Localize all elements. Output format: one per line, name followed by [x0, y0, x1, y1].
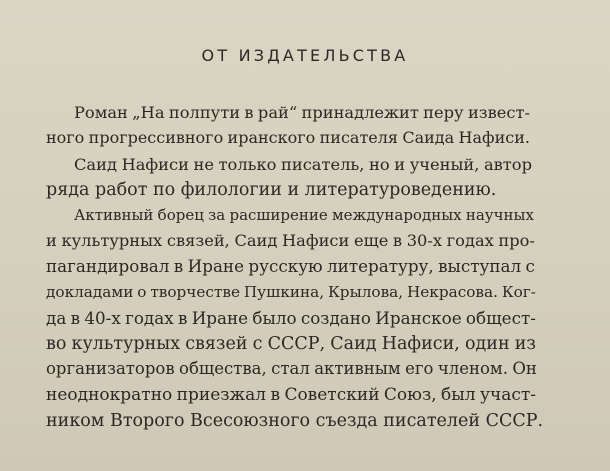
text-line-13: ником Второго Всесоюзного съезда писателей СССР.: [46, 411, 544, 431]
text-line-10: во культурных связей с СССР, Саид Нафиси, один из: [46, 334, 536, 354]
text-line-11: организаторов общества, стал активным его членом. Он: [46, 359, 537, 378]
page-title: ОТ ИЗДАТЕЛЬСТВА: [201, 46, 409, 65]
text-line-4: ряда работ по филологии и литературоведению.: [46, 180, 497, 200]
text-line-2: ного прогрессивного иранского писателя Саида Нафиси.: [46, 128, 530, 147]
text-line-1: Роман „На полпути в рай“ принадлежит перу извест-: [74, 103, 530, 122]
text-line-3: Саид Нафиси не только писатель, но и ученый, автор: [74, 155, 532, 174]
text-line-6: и культурных связей, Саид Нафиси еще в 30-х годах про-: [46, 231, 535, 250]
text-line-5: Активный борец за расширение международных научных: [74, 206, 534, 224]
text-line-12: неоднократно приезжал в Советский Союз, был участ-: [46, 385, 536, 405]
text-line-9: да в 40-х годах в Иране было создано Иранское общест-: [46, 308, 536, 328]
text-line-7: пагандировал в Иране русскую литературу, выступал с: [46, 256, 535, 276]
text-line-8: докладами о творчестве Пушкина, Крылова, Некрасова. Ког-: [46, 283, 536, 301]
